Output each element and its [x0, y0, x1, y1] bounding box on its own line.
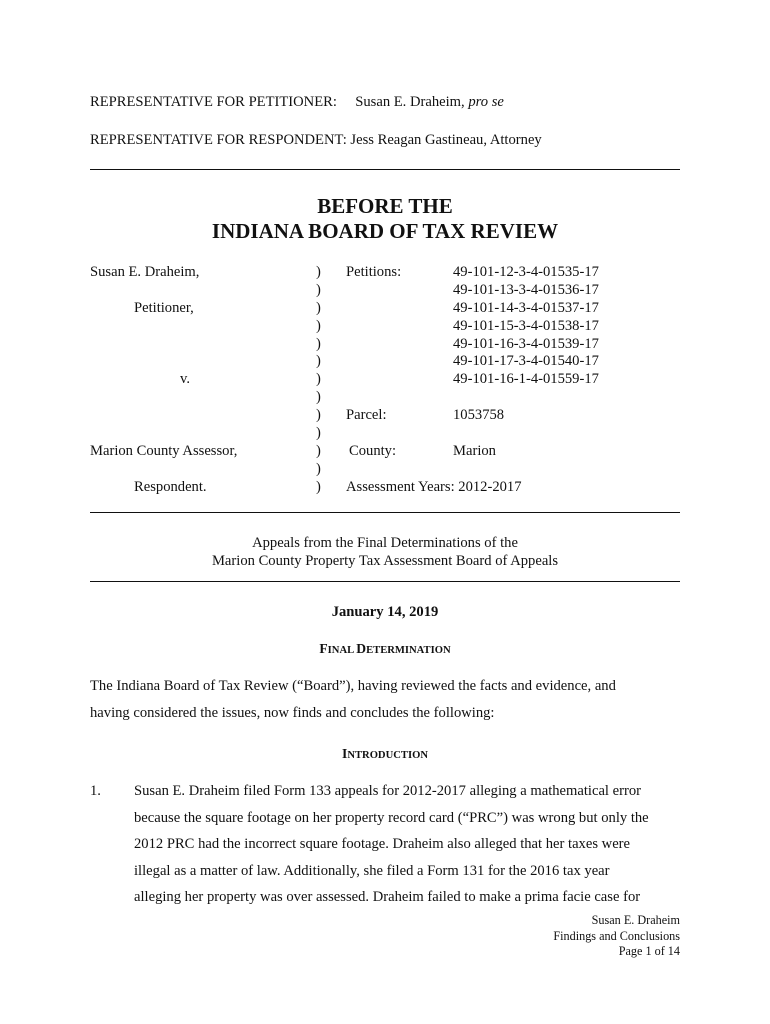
county-label: County:: [349, 443, 397, 459]
paragraph-line: illegal as a matter of law. Additionally, she filed a Form 131 for the 2016 tax year: [134, 862, 610, 879]
petition-number: 49-101-16-3-4-01539-17: [453, 336, 599, 352]
parcel-value: 1053758: [453, 407, 505, 423]
representative-respondent-line: [90, 132, 542, 149]
pro-se-label: pro se: [468, 94, 504, 110]
petition-number: 49-101-12-3-4-01535-17: [453, 264, 599, 280]
top-divider: [90, 169, 680, 170]
representative-petitioner-line: [90, 94, 504, 111]
caption-paren: ): [316, 461, 321, 477]
heading-board-name: INDIANA BOARD OF TAX REVIEW: [211, 219, 559, 243]
caption-paren: ): [316, 336, 321, 352]
paragraph-line: because the square footage on her property record card (“PRC”) was wrong but only the: [134, 809, 649, 826]
caption-paren: ): [316, 318, 321, 334]
representative-petitioner-label: REPRESENTATIVE FOR PETITIONER:: [90, 94, 337, 110]
representative-respondent-label: REPRESENTATIVE FOR RESPONDENT:: [90, 132, 347, 148]
assessment-years: Assessment Years: 2012-2017: [346, 479, 522, 495]
caption-petitioner-name: Susan E. Draheim,: [90, 264, 200, 280]
appeals-divider: [90, 581, 680, 582]
determination-date: January 14, 2019: [331, 604, 439, 620]
caption-paren: ): [316, 425, 321, 441]
paragraph-1-text: [134, 778, 682, 911]
page-footer: [553, 913, 680, 960]
paragraph-line: 2012 PRC had the incorrect square footage. Draheim also alleged that her taxes were: [134, 836, 631, 852]
appeals-line-1: Appeals from the Final Determinations of the: [252, 535, 518, 551]
representative-respondent-name: Jess Reagan Gastineau, Attorney: [350, 132, 542, 148]
paragraph-line: Susan E. Draheim filed Form 133 appeals for 2012-2017 alleging a mathematical error: [134, 783, 641, 799]
intro-paragraph-line: The Indiana Board of Tax Review (“Board”), having reviewed the facts and evidence, and: [90, 678, 616, 694]
caption-respondent-role: Respondent.: [134, 479, 207, 495]
footer-case-name: Susan E. Draheim: [591, 913, 680, 927]
caption-paren: ): [316, 389, 321, 405]
petition-number: 49-101-14-3-4-01537-17: [453, 300, 599, 316]
caption-divider: [90, 512, 680, 513]
paragraph-number: 1.: [90, 783, 101, 799]
caption-versus: v.: [180, 371, 190, 387]
petition-number: 49-101-16-1-4-01559-17: [453, 371, 599, 387]
caption-petitioner-role: Petitioner,: [134, 300, 194, 316]
footer-page-number: Page 1 of 14: [618, 944, 680, 958]
caption-paren: ): [316, 407, 321, 423]
appeals-line-2: Marion County Property Tax Assessment Board of Appeals: [211, 553, 559, 569]
petition-number: 49-101-17-3-4-01540-17: [453, 353, 599, 369]
petition-number: 49-101-13-3-4-01536-17: [453, 282, 599, 298]
footer-document-type: Findings and Conclusions: [553, 928, 680, 943]
caption-paren: ): [316, 264, 321, 280]
caption-paren: ): [316, 300, 321, 316]
representative-petitioner-name: Susan E. Draheim,: [355, 94, 465, 110]
caption-paren: ): [316, 353, 321, 369]
heading-before-the: BEFORE THE: [317, 194, 453, 218]
county-value: Marion: [453, 443, 496, 459]
caption-paren: ): [316, 443, 321, 459]
final-determination-heading: FINAL DETERMINATION: [319, 641, 451, 656]
petitions-label: Petitions:: [346, 264, 402, 280]
intro-paragraph-line: having considered the issues, now finds and concludes the following:: [90, 705, 495, 721]
caption-paren: ): [316, 371, 321, 387]
caption-paren: ): [316, 282, 321, 298]
petition-number: 49-101-15-3-4-01538-17: [453, 318, 599, 334]
parcel-label: Parcel:: [346, 407, 387, 423]
paragraph-line: alleging her property was over assessed. Draheim failed to make a prima facie case for: [134, 889, 641, 905]
caption-respondent-name: Marion County Assessor,: [90, 443, 238, 459]
introduction-heading: INTRODUCTION: [342, 746, 428, 761]
caption-paren: ): [316, 479, 321, 495]
